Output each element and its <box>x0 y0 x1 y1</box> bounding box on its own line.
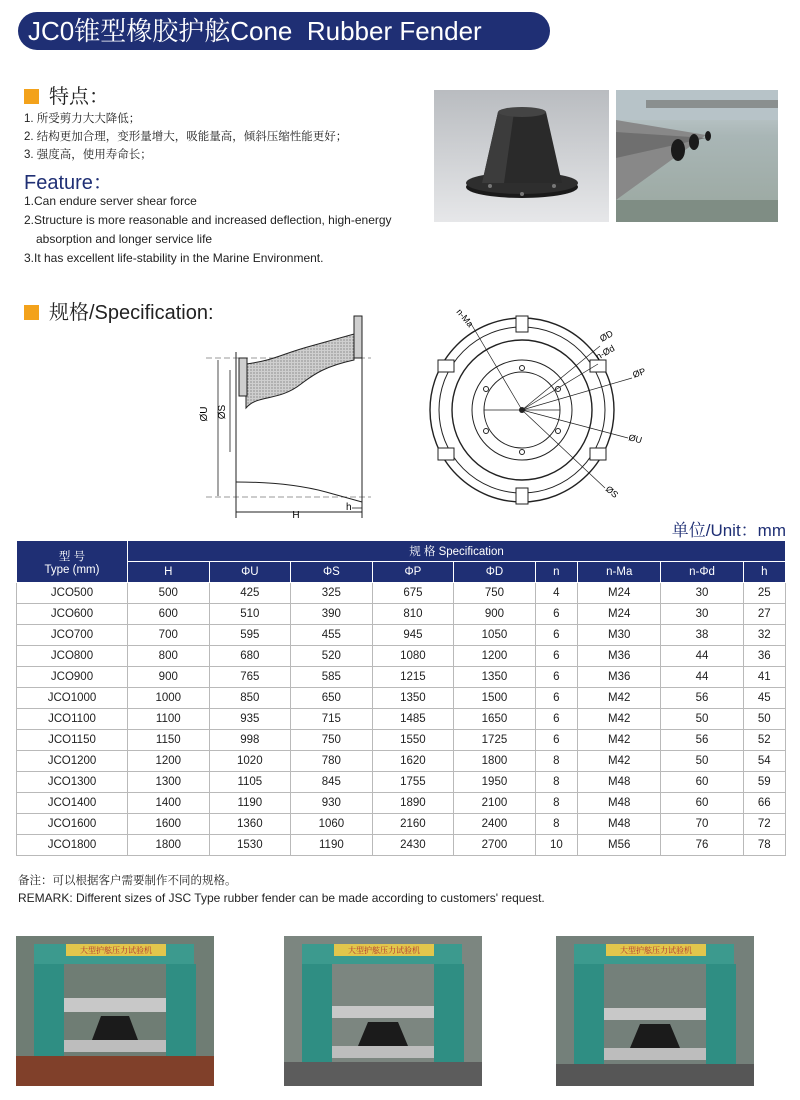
table-row <box>17 772 786 793</box>
unit-label: 单位/Unit：mm <box>671 521 786 540</box>
table-cell: 1650 <box>454 709 536 730</box>
features-cn-heading <box>24 80 109 109</box>
table-cell: 10 <box>535 835 577 856</box>
table-cell: 1080 <box>372 646 454 667</box>
list-item: 1. 所受剪力大大降低； <box>24 113 141 125</box>
table-cell: 1350 <box>372 688 454 709</box>
table-cell: 8 <box>535 772 577 793</box>
table-cell: 30 <box>661 604 743 625</box>
table-cell: 1200 <box>128 751 210 772</box>
table-cell: 41 <box>743 667 785 688</box>
table-cell: 1000 <box>128 688 210 709</box>
dim-u2-label: ØU <box>627 432 644 446</box>
table-cell: 6 <box>535 625 577 646</box>
column-header: ΦD <box>454 562 536 583</box>
table-cell: 425 <box>209 583 291 604</box>
table-cell: 45 <box>743 688 785 709</box>
table-cell: 50 <box>743 709 785 730</box>
table-row <box>17 814 786 835</box>
table-cell: 8 <box>535 814 577 835</box>
table-cell: JCO800 <box>17 646 128 667</box>
table-cell: 70 <box>661 814 743 835</box>
table-cell: 675 <box>372 583 454 604</box>
table-cell: 59 <box>743 772 785 793</box>
table-cell: 900 <box>454 604 536 625</box>
dim-d-label: ØD <box>598 328 615 344</box>
table-cell: 500 <box>128 583 210 604</box>
table-cell: JCO700 <box>17 625 128 646</box>
table-cell: 800 <box>128 646 210 667</box>
table-row <box>17 583 786 604</box>
table-cell: M24 <box>578 604 661 625</box>
table-cell: 595 <box>209 625 291 646</box>
table-cell: 900 <box>128 667 210 688</box>
table-cell: 1100 <box>128 709 210 730</box>
table-cell: 1050 <box>454 625 536 646</box>
table-cell: 8 <box>535 793 577 814</box>
table-cell: 76 <box>661 835 743 856</box>
table-cell: 1300 <box>128 772 210 793</box>
press-photo-3 <box>556 936 754 1086</box>
spec-header: 规 格 Specification <box>128 541 786 562</box>
list-item: 3. 强度高，使用寿命长； <box>24 149 152 161</box>
table-cell: 1150 <box>128 730 210 751</box>
table-cell: M42 <box>578 751 661 772</box>
table-cell: 2100 <box>454 793 536 814</box>
table-row <box>17 646 786 667</box>
table-cell: JCO900 <box>17 667 128 688</box>
table-cell: 50 <box>661 751 743 772</box>
table-cell: 1485 <box>372 709 454 730</box>
table-cell: 1215 <box>372 667 454 688</box>
table-row <box>17 751 786 772</box>
press-image <box>556 936 754 1086</box>
table-cell: 1190 <box>291 835 373 856</box>
column-header: h <box>743 562 785 583</box>
spec-heading-text: 规格/Specification: <box>49 302 214 324</box>
dim-s2-label: ØS <box>603 483 621 500</box>
installation-photo <box>616 90 778 222</box>
table-row <box>17 709 786 730</box>
table-cell: 585 <box>291 667 373 688</box>
table-cell: 27 <box>743 604 785 625</box>
spec-table <box>16 540 786 856</box>
table-row <box>17 793 786 814</box>
table-cell: 1550 <box>372 730 454 751</box>
type-header-en: Type (mm) <box>44 563 100 576</box>
title-banner: JC0锥型橡胶护舷Cone Rubber Fender <box>18 12 550 50</box>
table-cell: M42 <box>578 730 661 751</box>
table-cell: 1020 <box>209 751 291 772</box>
table-cell: JCO1100 <box>17 709 128 730</box>
list-item: absorption and longer service life <box>36 232 213 246</box>
table-cell: 36 <box>743 646 785 667</box>
table-cell: 38 <box>661 625 743 646</box>
table-cell: 2430 <box>372 835 454 856</box>
table-cell: 2400 <box>454 814 536 835</box>
press-sign: 大型护舷压力试验机 <box>620 946 692 955</box>
press-photo-2 <box>284 936 482 1086</box>
dim-n-d-label: n-Ød <box>594 343 617 362</box>
column-header: ΦS <box>291 562 373 583</box>
bullet-square-icon <box>24 89 39 104</box>
column-header: H <box>128 562 210 583</box>
table-cell: 520 <box>291 646 373 667</box>
section-drawing <box>196 312 376 524</box>
table-cell: 60 <box>661 793 743 814</box>
type-header <box>17 541 128 583</box>
table-cell: 1725 <box>454 730 536 751</box>
press-image <box>284 936 482 1086</box>
type-header-cn: 型 号 <box>58 550 86 563</box>
table-cell: 44 <box>661 667 743 688</box>
table-cell: 6 <box>535 604 577 625</box>
table-cell: M24 <box>578 583 661 604</box>
table-cell: 6 <box>535 709 577 730</box>
table-cell: 1400 <box>128 793 210 814</box>
dim-n-ma-label: n-Ma <box>454 306 476 330</box>
column-header: n-Ma <box>578 562 661 583</box>
table-cell: JCO1800 <box>17 835 128 856</box>
table-cell: 700 <box>128 625 210 646</box>
table-cell: 455 <box>291 625 373 646</box>
table-cell: M36 <box>578 646 661 667</box>
table-cell: 60 <box>661 772 743 793</box>
remark-en: REMARK: Different sizes of JSC Type rubber fender can be made according to customers' request. <box>18 891 545 905</box>
table-cell: 390 <box>291 604 373 625</box>
table-cell: 1200 <box>454 646 536 667</box>
table-cell: JCO1200 <box>17 751 128 772</box>
table-cell: 2700 <box>454 835 536 856</box>
list-item: 2.Structure is more reasonable and increased deflection, high-energy <box>24 213 392 227</box>
table-cell: M48 <box>578 772 661 793</box>
dim-p-label: ØP <box>631 366 647 380</box>
table-cell: JCO1300 <box>17 772 128 793</box>
table-row <box>17 667 786 688</box>
table-cell: 1755 <box>372 772 454 793</box>
table-cell: 1060 <box>291 814 373 835</box>
features-cn-heading-text: 特点： <box>49 86 109 108</box>
table-cell: 845 <box>291 772 373 793</box>
table-cell: M30 <box>578 625 661 646</box>
table-cell: 4 <box>535 583 577 604</box>
table-cell: 1190 <box>209 793 291 814</box>
table-cell: 6 <box>535 667 577 688</box>
table-cell: 998 <box>209 730 291 751</box>
table-cell: JCO1150 <box>17 730 128 751</box>
table-cell: 1350 <box>454 667 536 688</box>
table-cell: 325 <box>291 583 373 604</box>
table-cell: 6 <box>535 646 577 667</box>
column-header: ΦU <box>209 562 291 583</box>
table-cell: 935 <box>209 709 291 730</box>
table-cell: 8 <box>535 751 577 772</box>
table-cell: JCO1400 <box>17 793 128 814</box>
table-cell: 44 <box>661 646 743 667</box>
features-en-list <box>24 192 424 268</box>
table-cell: JCO1000 <box>17 688 128 709</box>
table-cell: 56 <box>661 688 743 709</box>
table-cell: 1620 <box>372 751 454 772</box>
table-cell: 780 <box>291 751 373 772</box>
column-header: n <box>535 562 577 583</box>
table-cell: 56 <box>661 730 743 751</box>
remark-cn: 备注：可以根据客户需要制作不同的规格。 <box>18 875 237 887</box>
front-view-drawing <box>420 298 660 520</box>
dim-s-label: ØS <box>217 404 228 420</box>
table-cell: 2160 <box>372 814 454 835</box>
table-cell: JCO500 <box>17 583 128 604</box>
dim-h-label: H <box>292 510 300 521</box>
table-cell: 25 <box>743 583 785 604</box>
table-cell: 54 <box>743 751 785 772</box>
table-cell: JCO1600 <box>17 814 128 835</box>
table-cell: 6 <box>535 688 577 709</box>
table-cell: 1950 <box>454 772 536 793</box>
press-photo-1 <box>16 936 214 1086</box>
table-cell: 850 <box>209 688 291 709</box>
table-row <box>17 730 786 751</box>
table-cell: 810 <box>372 604 454 625</box>
press-image <box>16 936 214 1086</box>
table-cell: 765 <box>209 667 291 688</box>
table-cell: M56 <box>578 835 661 856</box>
table-row <box>17 835 786 856</box>
table-cell: 1360 <box>209 814 291 835</box>
table-cell: M48 <box>578 814 661 835</box>
table-cell: 66 <box>743 793 785 814</box>
table-cell: 680 <box>209 646 291 667</box>
cone-fender-image <box>434 90 609 222</box>
list-item: 2. 结构更加合理，变形量增大，吸能量高，倾斜压缩性能更好； <box>24 131 348 143</box>
dim-u-label: ØU <box>199 406 210 422</box>
table-cell: 6 <box>535 730 577 751</box>
table-cell: JCO600 <box>17 604 128 625</box>
table-row <box>17 688 786 709</box>
table-cell: M42 <box>578 688 661 709</box>
list-item: 1.Can endure server shear force <box>24 194 197 208</box>
product-photo <box>434 90 609 222</box>
press-sign: 大型护舷压力试验机 <box>80 946 152 955</box>
table-cell: 1600 <box>128 814 210 835</box>
table-cell: 1800 <box>454 751 536 772</box>
press-sign: 大型护舷压力试验机 <box>348 946 420 955</box>
wharf-image <box>616 90 778 222</box>
features-en-heading: Feature： <box>24 172 113 194</box>
table-row <box>17 604 786 625</box>
table-cell: M48 <box>578 793 661 814</box>
column-header: n-Φd <box>661 562 743 583</box>
spec-heading <box>24 296 214 325</box>
table-row <box>17 625 786 646</box>
bullet-square-icon <box>24 305 39 320</box>
table-cell: 50 <box>661 709 743 730</box>
table-cell: 945 <box>372 625 454 646</box>
features-cn-list <box>24 110 347 164</box>
table-cell: 1800 <box>128 835 210 856</box>
table-cell: 750 <box>291 730 373 751</box>
list-item: 3.It has excellent life-stability in the Marine Environment. <box>24 251 324 265</box>
table-cell: 1105 <box>209 772 291 793</box>
table-cell: 1890 <box>372 793 454 814</box>
table-cell: 1500 <box>454 688 536 709</box>
table-cell: 510 <box>209 604 291 625</box>
table-cell: 750 <box>454 583 536 604</box>
column-header: ΦP <box>372 562 454 583</box>
table-cell: M36 <box>578 667 661 688</box>
table-cell: 52 <box>743 730 785 751</box>
table-cell: 715 <box>291 709 373 730</box>
table-cell: 650 <box>291 688 373 709</box>
table-cell: 32 <box>743 625 785 646</box>
table-cell: 78 <box>743 835 785 856</box>
table-cell: 30 <box>661 583 743 604</box>
table-cell: 72 <box>743 814 785 835</box>
dim-small-h-label: h <box>346 502 352 513</box>
table-cell: 930 <box>291 793 373 814</box>
table-cell: 1530 <box>209 835 291 856</box>
table-cell: 600 <box>128 604 210 625</box>
table-cell: M42 <box>578 709 661 730</box>
